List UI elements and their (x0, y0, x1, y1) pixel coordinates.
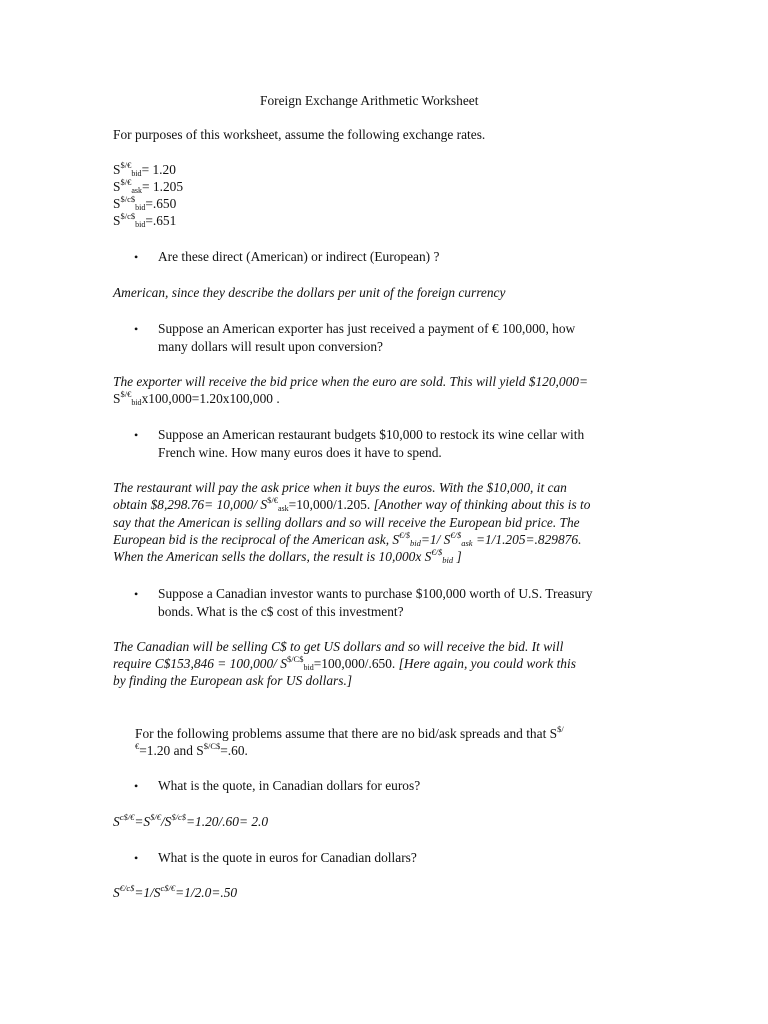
question-5: What is the quote, in Canadian dollars for euros? (158, 778, 421, 793)
answer-3-line-4: European bid is the reciprocal of the American ask, $S^{€/\$}_{bid}=1/$ $S^{€/\$}_{ask} =1/1.205=.829876$. (113, 530, 582, 548)
bullet-icon: • (134, 322, 139, 336)
document-title: Foreign Exchange Arithmetic Worksheet (260, 93, 479, 108)
answer-1: American, since they describe the dollars per unit of the foreign currency (113, 285, 506, 300)
answer-3-line-2: obtain $8,298.76= 10,000/ $S^{\$/€}_{ask}=10,000/1.205$. [Another way of thinking about this is to (113, 495, 591, 513)
assumption-line-1: For the following problems assume that there are no bid/ask spreads and that S$/ (135, 724, 564, 741)
answer-3-line-5: When the American sells the dollars, the result is 10,000x $S^{€/\$}_{bid}$ ] (113, 547, 462, 565)
assumption-line-2: €=1.20 and $S^{\$/C\$}=.60$. (135, 741, 248, 758)
question-4-line-2: bonds. What is the c$ cost of this investment? (158, 604, 404, 619)
answer-4-line-2: require C$153,846 = 100,000/ $S^{\$/C\$}_{bid}=100,000/.650$. [Here again, you could work this (113, 654, 576, 672)
answer-4-line-3: by finding the European ask for US dollars.] (113, 673, 353, 688)
answer-2-line-1: The exporter will receive the bid price when the euro are sold. This will yield $120,000= (113, 374, 589, 389)
question-1: Are these direct (American) or indirect (European) ? (158, 249, 440, 264)
rate-line-4: $S^{\$/c\$}_{bid}=.651$ (113, 211, 177, 229)
bullet-icon: • (134, 587, 139, 601)
question-3-line-2: French wine. How many euros does it have to spend. (158, 445, 442, 460)
rate-line-3: $S^{\$/c\$}_{bid}=.650$ (113, 194, 177, 212)
question-4-line-1: Suppose a Canadian investor wants to purchase $100,000 worth of U.S. Treasury (158, 586, 593, 601)
answer-5: $S^{c\$/€}=S^{\$/€}/S^{\$/c\$}=1.20/.60= 2.0$ (113, 812, 269, 829)
bullet-icon: • (134, 250, 139, 264)
answer-3-line-1: The restaurant will pay the ask price when it buys the euros. With the $10,000, it can (113, 480, 567, 495)
rate-line-1: $S^{\$/€}_{bid}= 1.20$ (113, 160, 176, 178)
answer-3-line-3: say that the American is selling dollars and so will receive the European bid price. The (113, 515, 580, 530)
rate-line-2: $S^{\$/€}_{ask}= 1.205$ (113, 177, 184, 195)
answer-6: $S^{€/c\$}=1/S^{c\$/€}=1/2.0=.50$ (113, 883, 238, 900)
question-2-line-1: Suppose an American exporter has just received a payment of € 100,000, how (158, 321, 576, 336)
bullet-icon: • (134, 428, 139, 442)
bullet-icon: • (134, 851, 139, 865)
bullet-icon: • (134, 779, 139, 793)
question-3-line-1: Suppose an American restaurant budgets $10,000 to restock its wine cellar with (158, 427, 585, 442)
question-2-line-2: many dollars will result upon conversion? (158, 339, 383, 354)
question-6: What is the quote in euros for Canadian dollars? (158, 850, 417, 865)
answer-4-line-1: The Canadian will be selling C$ to get US dollars and so will receive the bid. It will (113, 639, 564, 654)
answer-2-line-2: $S^{\$/€}_{bid}x100,000=1.20x100,000$ . (113, 389, 280, 407)
intro-text: For purposes of this worksheet, assume the following exchange rates. (113, 127, 486, 142)
